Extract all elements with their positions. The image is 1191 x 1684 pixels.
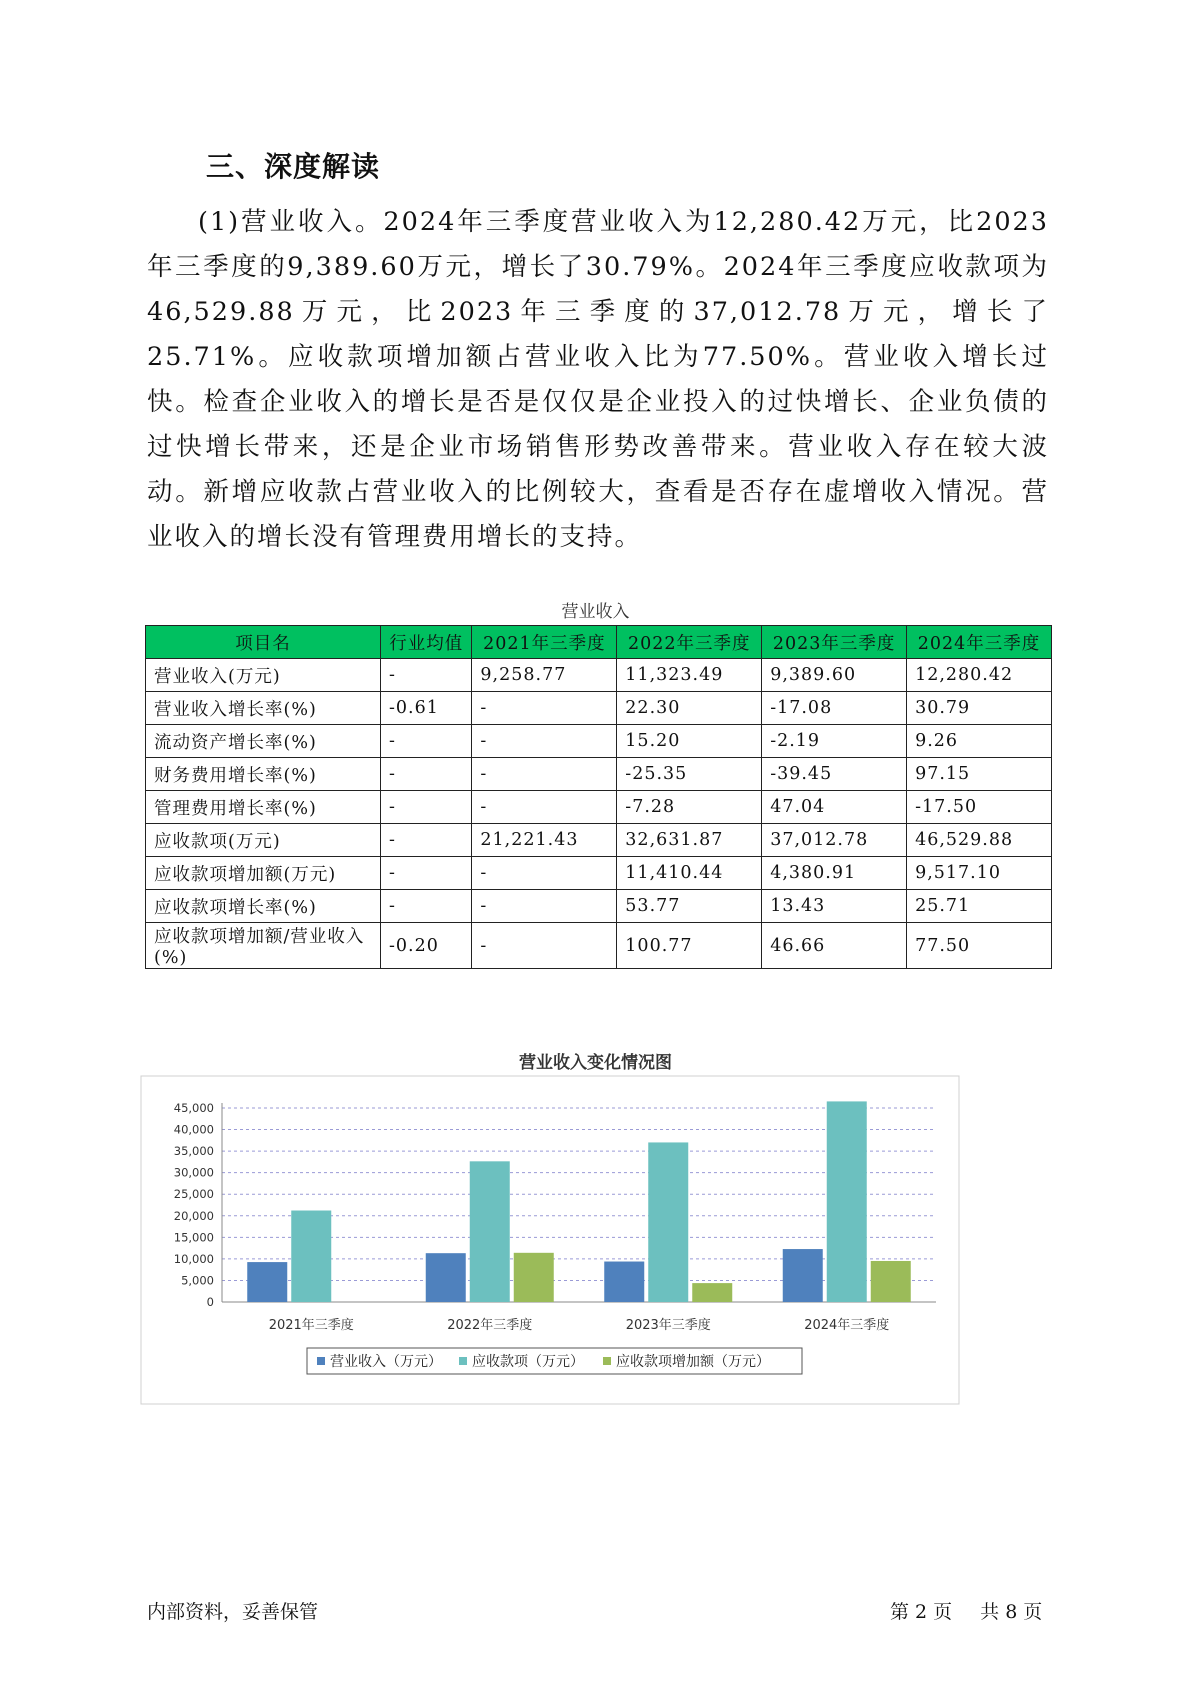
analysis-paragraph: (1)营业收入。2024年三季度营业收入为12,280.42万元，比2023年三季度的9,389.60万元，增长了30.79%。2024年三季度应收款项为46,529.88万元，比2023年三季度的37,012.78万元，增长了25.71%。应收款项增加额占营业收入比为77.50%。营业收入增长过快。检查企业收入的增长是否是仅仅是企业投入的过快增长、企业负债的过快增长带来，还是企业市场销售形势改善带来。营业收入存在较大波动。新增应收款占营业收入的比例较大，查看是否存在虚增收入情况。营业收入的增长没有管理费用增长的支持。 bbox=[147, 207, 1049, 552]
row-label: 营业收入增长率(%) bbox=[146, 692, 381, 725]
y-tick-label: 0 bbox=[206, 1295, 214, 1309]
table-cell: -17.50 bbox=[907, 791, 1052, 824]
table-cell: 22.30 bbox=[617, 692, 762, 725]
legend-swatch bbox=[603, 1357, 611, 1365]
footer-page-info: 第 2 页 共 8 页 bbox=[890, 1601, 1043, 1623]
y-tick-label: 30,000 bbox=[173, 1165, 214, 1180]
y-tick-label: 20,000 bbox=[173, 1208, 214, 1223]
table-cell: 11,410.44 bbox=[617, 857, 762, 890]
bar bbox=[426, 1253, 466, 1302]
bar bbox=[871, 1261, 911, 1302]
y-tick-label: 10,000 bbox=[173, 1251, 214, 1266]
table-cell: - bbox=[381, 791, 472, 824]
revenue-bar-chart bbox=[140, 1075, 960, 1405]
table-cell: 11,323.49 bbox=[617, 659, 762, 692]
table-cell: -25.35 bbox=[617, 758, 762, 791]
table-cell: -0.20 bbox=[381, 923, 472, 969]
table-cell: 100.77 bbox=[617, 923, 762, 969]
table-cell: - bbox=[472, 692, 617, 725]
row-label: 财务费用增长率(%) bbox=[146, 758, 381, 791]
bar bbox=[514, 1253, 554, 1302]
row-label: 应收款项增加额(万元) bbox=[146, 857, 381, 890]
table-row bbox=[146, 758, 1052, 791]
table-cell: 25.71 bbox=[907, 890, 1052, 923]
chart-title: 营业收入变化情况图 bbox=[519, 1053, 672, 1073]
header-2023q3: 2023年三季度 bbox=[762, 626, 907, 659]
table-cell: -17.08 bbox=[762, 692, 907, 725]
table-cell: - bbox=[381, 725, 472, 758]
table-row bbox=[146, 725, 1052, 758]
row-label: 应收款项增加额/营业收入(%) bbox=[146, 923, 381, 969]
table-row bbox=[146, 659, 1052, 692]
bar bbox=[247, 1262, 287, 1302]
table-cell: 15.20 bbox=[617, 725, 762, 758]
y-tick-label: 15,000 bbox=[173, 1230, 214, 1245]
table-cell: 4,380.91 bbox=[762, 857, 907, 890]
bar bbox=[692, 1283, 732, 1302]
table-caption: 营业收入 bbox=[561, 602, 630, 622]
table-row bbox=[146, 791, 1052, 824]
y-tick-label: 25,000 bbox=[173, 1187, 214, 1202]
row-label: 应收款项(万元) bbox=[146, 824, 381, 857]
bar bbox=[291, 1211, 331, 1302]
revenue-table bbox=[145, 625, 1052, 969]
table-cell: - bbox=[472, 725, 617, 758]
row-label: 流动资产增长率(%) bbox=[146, 725, 381, 758]
x-tick-label: 2021年三季度 bbox=[268, 1318, 354, 1333]
header-2021q3: 2021年三季度 bbox=[472, 626, 617, 659]
table-header-row bbox=[146, 626, 1052, 659]
legend-label: 应收款项增加额（万元） bbox=[616, 1354, 770, 1370]
row-label: 管理费用增长率(%) bbox=[146, 791, 381, 824]
header-2024q3: 2024年三季度 bbox=[907, 626, 1052, 659]
table-row bbox=[146, 857, 1052, 890]
bar bbox=[827, 1101, 867, 1302]
table-cell: 13.43 bbox=[762, 890, 907, 923]
table-cell: -7.28 bbox=[617, 791, 762, 824]
table-cell: -2.19 bbox=[762, 725, 907, 758]
row-label: 营业收入(万元) bbox=[146, 659, 381, 692]
table-cell: 9,258.77 bbox=[472, 659, 617, 692]
table-cell: - bbox=[472, 890, 617, 923]
table-cell: - bbox=[381, 659, 472, 692]
table-row bbox=[146, 890, 1052, 923]
y-tick-label: 5,000 bbox=[181, 1273, 214, 1288]
legend-label: 营业收入（万元） bbox=[330, 1354, 442, 1370]
table-cell: 47.04 bbox=[762, 791, 907, 824]
table-cell: 9.26 bbox=[907, 725, 1052, 758]
table-cell: -39.45 bbox=[762, 758, 907, 791]
legend-swatch bbox=[317, 1357, 325, 1365]
header-item: 项目名 bbox=[146, 626, 381, 659]
table-row bbox=[146, 692, 1052, 725]
section-heading: 三、深度解读 bbox=[206, 150, 381, 183]
table-cell: - bbox=[472, 791, 617, 824]
table-cell: 32,631.87 bbox=[617, 824, 762, 857]
table-cell: 97.15 bbox=[907, 758, 1052, 791]
table-cell: 9,389.60 bbox=[762, 659, 907, 692]
table-cell: 77.50 bbox=[907, 923, 1052, 969]
table-cell: - bbox=[381, 824, 472, 857]
table-cell: - bbox=[472, 857, 617, 890]
y-tick-label: 35,000 bbox=[173, 1144, 214, 1159]
header-industry-avg: 行业均值 bbox=[381, 626, 472, 659]
bar bbox=[470, 1161, 510, 1302]
bar bbox=[648, 1142, 688, 1302]
table-cell: 30.79 bbox=[907, 692, 1052, 725]
table-row bbox=[146, 923, 1052, 969]
table-cell: - bbox=[381, 857, 472, 890]
table-cell: - bbox=[381, 758, 472, 791]
x-tick-label: 2022年三季度 bbox=[447, 1318, 533, 1333]
table-cell: 37,012.78 bbox=[762, 824, 907, 857]
table-cell: 12,280.42 bbox=[907, 659, 1052, 692]
table-cell: - bbox=[472, 923, 617, 969]
x-tick-label: 2024年三季度 bbox=[804, 1318, 890, 1333]
header-2022q3: 2022年三季度 bbox=[617, 626, 762, 659]
table-cell: 46,529.88 bbox=[907, 824, 1052, 857]
table-cell: 9,517.10 bbox=[907, 857, 1052, 890]
table-cell: 46.66 bbox=[762, 923, 907, 969]
row-label: 应收款项增长率(%) bbox=[146, 890, 381, 923]
footer-confidential: 内部资料，妥善保管 bbox=[147, 1601, 319, 1623]
y-tick-label: 40,000 bbox=[173, 1122, 214, 1137]
table-row bbox=[146, 824, 1052, 857]
table-cell: 53.77 bbox=[617, 890, 762, 923]
y-tick-label: 45,000 bbox=[173, 1101, 214, 1115]
table-cell: - bbox=[381, 890, 472, 923]
legend-label: 应收款项（万元） bbox=[472, 1354, 584, 1370]
bar bbox=[604, 1262, 644, 1302]
table-cell: - bbox=[472, 758, 617, 791]
x-tick-label: 2023年三季度 bbox=[625, 1318, 711, 1333]
bar bbox=[783, 1249, 823, 1302]
table-cell: 21,221.43 bbox=[472, 824, 617, 857]
table-cell: -0.61 bbox=[381, 692, 472, 725]
legend-swatch bbox=[459, 1357, 467, 1365]
